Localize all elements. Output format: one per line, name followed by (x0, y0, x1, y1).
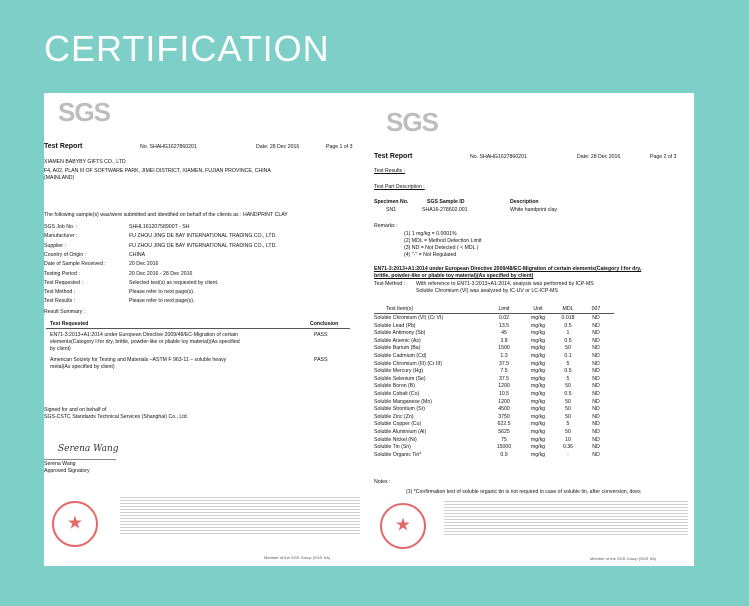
row-result: ND (592, 337, 600, 344)
report-number: No. SHAHG1627860201 (470, 154, 527, 160)
row-mdl: 50 (565, 345, 571, 352)
row-unit: mg/kg (530, 391, 546, 397)
signer-name: Serena Wang (44, 461, 76, 467)
row-unit: mg/kg (530, 345, 546, 352)
row-result: ND (592, 315, 600, 321)
remark-item: (1) 1 mg/kg = 0.0001% (404, 231, 457, 237)
report-title: Test Report (374, 153, 413, 160)
row-result: ND (592, 436, 600, 443)
row-limit: 1500 (498, 345, 510, 352)
row-result: ND (592, 383, 600, 390)
results-table (374, 306, 674, 486)
method-label: Test Method : (374, 281, 406, 287)
signed-company: SGS-CSTC Standards Technical Services (Shanghai) Co., Ltd. (44, 414, 189, 420)
sgs-logo: SGS (58, 97, 110, 127)
row-limit: 15000 (496, 444, 512, 451)
row-result: ND (592, 413, 600, 420)
col-item: Test Item(s) (386, 306, 414, 312)
specimen-value: SN1 (386, 207, 397, 213)
remark-item: (2) MDL = Method Detection Limit (404, 238, 482, 244)
fine-print (444, 499, 688, 537)
test-results-label: Test Results : (374, 168, 406, 174)
summary-row-line2: metal(As specified by client) (50, 364, 115, 370)
row-item: Soluble Chromium (VI) (Cr VI) (374, 315, 444, 321)
row-mdl: 50 (565, 398, 571, 405)
field-label: Date of Sample Received : (44, 261, 106, 268)
row-item: Soluble Arsenic (As) (374, 337, 421, 344)
row-limit: 37.5 (498, 360, 510, 367)
field-label: Manufacturer : (44, 233, 78, 240)
row-mdl: - (567, 451, 569, 458)
row-item: Soluble Cadmium (Cd) (374, 353, 427, 359)
row-limit: 10.5 (498, 391, 510, 397)
col-mdl: MDL (562, 306, 574, 312)
intro-text: The following sample(s) was/were submitted and identified on behalf of the clients as : HANDPRINT CLAY (44, 212, 288, 218)
row-item: Soluble Copper (Cu) (374, 421, 422, 428)
row-unit: mg/kg (530, 398, 546, 405)
row-unit: mg/kg (530, 330, 546, 337)
row-mdl: 5 (566, 360, 570, 367)
row-mdl: 0.5 (564, 337, 572, 344)
field-value: Please refer to next page(s). (129, 298, 195, 305)
field-label: Test Requested : (44, 279, 83, 286)
row-result: ND (592, 451, 600, 458)
row-limit: 5625 (498, 429, 510, 435)
row-mdl: 5 (566, 421, 570, 428)
row-item: Soluble Chromium (III) (Cr III) (374, 360, 443, 367)
summary-conclusion: PASS (314, 357, 328, 363)
row-item: Soluble Barium (Ba) (374, 345, 421, 352)
row-unit: mg/kg (530, 429, 546, 435)
footer-text: Member of the SGS Group (SGS SA) (590, 556, 657, 561)
row-mdl: 0.1 (564, 353, 572, 359)
row-item: Soluble Organic Tin* (374, 451, 422, 458)
col-result: 007 (591, 306, 601, 312)
field-value: 20 Dec 2016 (129, 261, 159, 268)
summary-row-line1: American Society for Testing and Materials –ASTM F 963-11 – soluble heavy (50, 357, 227, 363)
field-label: Supplier : (44, 242, 66, 249)
row-item: Soluble Aluminium (Al) (374, 429, 427, 435)
en71-title-2: brittle, powder-like or pliable toy material)(As specified by client) (374, 273, 534, 279)
row-limit: 37.5 (498, 375, 510, 382)
footer-text: Member of the SGS Group (SGS SA) (264, 555, 331, 560)
row-item: Soluble Mercury (Hg) (374, 368, 424, 375)
row-item: Soluble Tin (Sn) (374, 444, 411, 451)
row-mdl: 50 (565, 383, 571, 390)
row-mdl: 50 (565, 429, 571, 435)
row-item: Soluble Manganese (Mn) (374, 398, 432, 405)
signature-line (44, 459, 116, 460)
signature: Serena Wang (58, 444, 119, 454)
page-number: Page 2 of 3 (650, 154, 677, 160)
row-unit: mg/kg (530, 337, 546, 344)
report-number: No. SHAHG1627860201 (140, 144, 197, 150)
sgs-logo: SGS (386, 107, 438, 137)
row-result: ND (592, 444, 600, 451)
row-item: Soluble Lead (Pb) (374, 322, 416, 329)
summary-head-request: Test Requested (50, 321, 89, 327)
row-unit: mg/kg (530, 322, 546, 329)
row-limit: 1.3 (500, 353, 508, 359)
row-limit: 3750 (498, 413, 510, 420)
client-address: F4, A02, PLAN III OF SOFTWARE PARK, JIMEI DISTRICT, XIAMEN, FUJIAN PROVINCE, CHINA (44, 168, 271, 174)
note-text: (1) *Confirmation test of soluble organic tin is not required in case of soluble tin, after conversion, does (406, 489, 641, 495)
signed-for: Signed for and on behalf of (44, 407, 107, 413)
report-date: Date: 28 Dec 2016 (256, 144, 300, 150)
row-unit: mg/kg (530, 444, 546, 451)
row-mdl: 5 (566, 375, 570, 382)
summary-row-line1: EN71-3:2013+A1:2014 under European Directive 2009/48/EC-Migration of certain (50, 332, 238, 338)
row-limit: 0.9 (500, 451, 508, 458)
certificate-images (44, 93, 694, 566)
row-item: Soluble Selenium (Se) (374, 375, 426, 382)
row-limit: 45 (501, 330, 507, 337)
row-unit: mg/kg (530, 375, 546, 382)
report-page-1 (44, 93, 366, 566)
sample-id-head: SGS Sample ID (427, 199, 465, 205)
row-unit: mg/kg (530, 413, 546, 420)
description-value: White handprint clay (510, 207, 557, 213)
field-label: SGS Job No. : (44, 224, 78, 230)
col-unit: Unit (533, 306, 543, 312)
row-result: ND (592, 375, 600, 382)
field-value: Please refer to next page(s). (129, 289, 195, 296)
row-limit: 7.5 (500, 368, 508, 375)
remarks-label: Remarks : (374, 223, 398, 229)
field-label: Testing Period : (44, 270, 80, 277)
summary-divider (46, 328, 350, 329)
row-unit: mg/kg (530, 421, 546, 428)
fine-print (120, 495, 360, 535)
row-limit: 75 (501, 436, 507, 443)
field-value: FU ZHOU JING DE BAY INTERNATIONAL TRADING CO., LTD. (129, 242, 277, 249)
method-text-2: Soluble Chromium (VI) was analyzed by IC-UV or LC-ICP-MS (416, 288, 558, 294)
row-unit: mg/kg (530, 353, 546, 359)
row-result: ND (592, 429, 600, 435)
part-description-label: Test Part Description : (374, 184, 425, 190)
row-unit: mg/kg (530, 383, 546, 390)
page-number: Page 1 of 3 (326, 144, 353, 150)
field-value: SHHL16120758900T - SH (129, 224, 190, 230)
field-value: CHINA (129, 251, 146, 258)
table-divider (374, 313, 614, 314)
row-limit: 1200 (498, 383, 510, 390)
row-result: ND (592, 398, 600, 405)
row-mdl: 10 (565, 436, 571, 443)
row-item: Soluble Cobalt (Co) (374, 391, 420, 397)
en71-title: EN71-3:2013+A1:2014 under European Directive 2009/48/EC-Migration of certain elements(Category I:for dry, (374, 266, 642, 272)
row-mdl: 0.36 (562, 444, 574, 451)
summary-conclusion: PASS (314, 332, 328, 338)
row-unit: mg/kg (530, 368, 546, 375)
row-item: Soluble Strontium (Sr) (374, 406, 426, 413)
row-limit: 1200 (498, 398, 510, 405)
row-limit: 622.5 (497, 421, 511, 428)
sample-id-value: SHA16-278602.001 (422, 207, 468, 213)
banner-title: CERTIFICATION (44, 28, 330, 69)
row-result: ND (592, 406, 600, 413)
row-result: ND (592, 360, 600, 367)
col-limit: Limit (498, 306, 510, 312)
row-limit: 13.5 (498, 322, 510, 329)
summary-row-line3: by client) (50, 346, 71, 352)
row-item: Soluble Zinc (Zn) (374, 413, 414, 420)
remark-item: (4) "-" = Not Regulated (404, 252, 457, 258)
field-value: 20 Dec 2016 - 28 Dec 2016 (129, 270, 193, 277)
row-unit: mg/kg (530, 315, 546, 321)
row-item: Soluble Boron (B) (374, 383, 415, 390)
row-result: ND (592, 368, 600, 375)
report-page-2 (372, 93, 694, 566)
signer-title: Approved Signatory (44, 468, 90, 474)
row-mdl: 50 (565, 406, 571, 413)
notes-label: Notes : (374, 479, 391, 485)
row-unit: mg/kg (530, 360, 546, 367)
field-label: Test Method : (44, 289, 76, 296)
row-result: ND (592, 391, 600, 397)
row-result: ND (592, 322, 600, 329)
field-label: Test Results : (44, 298, 76, 305)
method-text: With reference to EN71-3:2013+A1:2014, analysis was performed by ICP-MS (416, 281, 594, 287)
row-unit: mg/kg (530, 436, 546, 443)
row-result: ND (592, 353, 600, 359)
remark-item: (3) ND = Not Detected ( < MDL ) (404, 245, 479, 251)
row-mdl: 0.5 (564, 322, 572, 329)
row-result: ND (592, 345, 600, 352)
row-limit: 3.8 (500, 337, 508, 344)
summary-head-conclusion: Conclusion (310, 321, 339, 327)
specimen-head: Specimen No. (374, 199, 409, 205)
client-address-2: (MAINLAND) (44, 175, 75, 181)
sgs-seal-icon (380, 503, 426, 549)
row-item: Soluble Nickel (Ni) (374, 436, 417, 443)
row-mdl: 0.018 (561, 315, 575, 321)
row-mdl: 50 (565, 413, 571, 420)
row-limit: 0.02 (498, 315, 510, 321)
row-result: ND (592, 421, 600, 428)
row-unit: mg/kg (530, 451, 546, 458)
client-name: XIAMEN BABYBY GIFTS CO., LTD (44, 159, 126, 165)
row-result: ND (592, 330, 600, 337)
row-limit: 4500 (498, 406, 510, 413)
summary-label: Result Summary : (44, 309, 86, 315)
report-date: Date: 28 Dec 2016 (577, 154, 621, 160)
report-title: Test Report (44, 143, 83, 150)
description-head: Description (510, 199, 539, 205)
summary-row-line2: elements(Category I:for dry, brittle, powder-like or pliable toy material)(As specified (50, 339, 240, 345)
row-mdl: 0.5 (564, 391, 572, 397)
row-unit: mg/kg (530, 406, 546, 413)
row-mdl: 0.5 (564, 368, 572, 375)
row-item: Soluble Antimony (Sb) (374, 330, 426, 337)
field-label: Country of Origin : (44, 251, 87, 258)
field-value: Selected test(s) as requested by client. (129, 279, 219, 286)
sgs-seal-icon (52, 501, 98, 547)
field-value: FU ZHOU JING DE BAY INTERNATIONAL TRADING CO., LTD. (129, 233, 277, 240)
row-mdl: 1 (566, 330, 570, 337)
